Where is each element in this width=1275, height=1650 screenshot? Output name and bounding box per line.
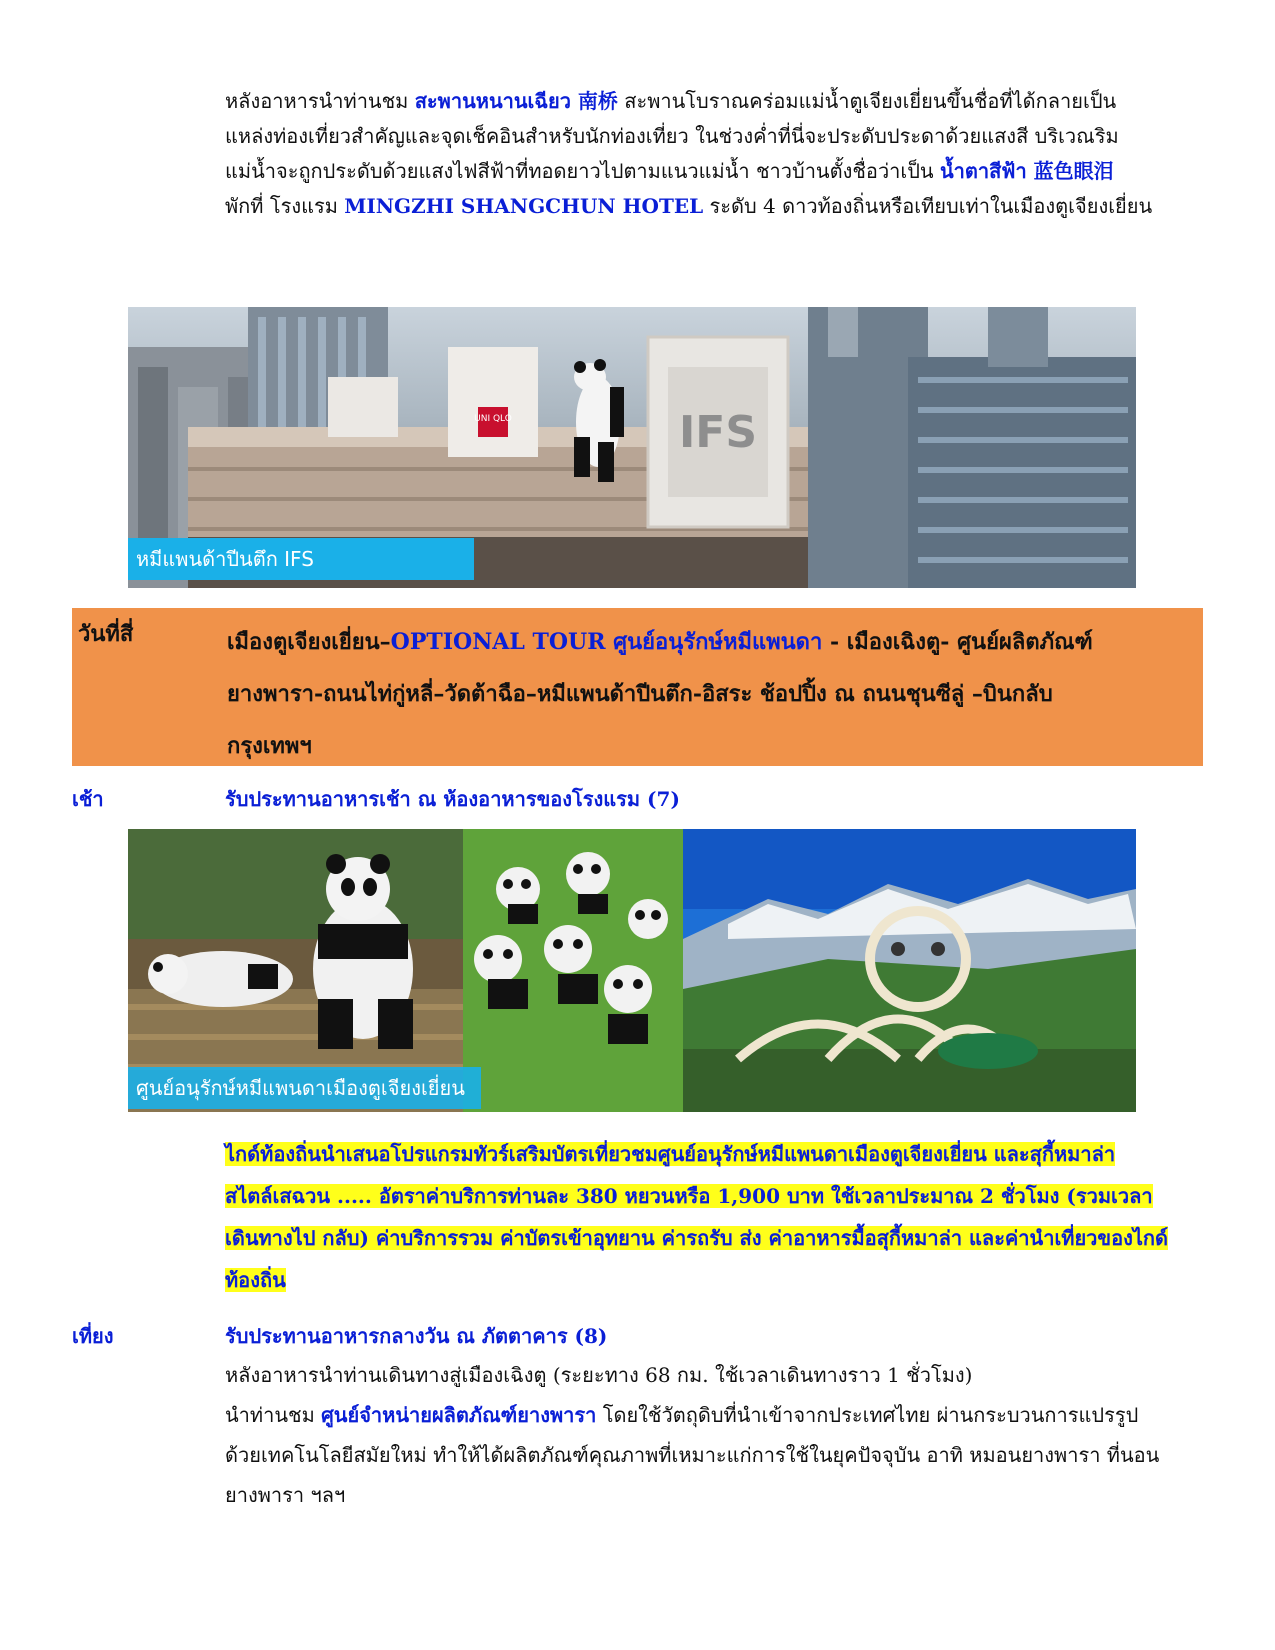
after-line-4: ยางพารา ฯลฯ — [225, 1483, 346, 1507]
day-four-banner — [72, 608, 1203, 766]
optional-tour-paragraph — [225, 1133, 1200, 1301]
intro-line-3: แม่น้ำจะถูกประดับด้วยแสงไฟสีฟ้าที่ทอดยาวไปตามแนวแม่น้ำ ชาวบ้านตั้งชื่อว่าเป็น น้ำตาสีฟ้า 蓝色眼泪 — [225, 159, 1114, 183]
panda-collage-caption: ศูนย์อนุรักษ์หมีแพนดาเมืองตูเจียงเยี่ยน — [128, 1067, 481, 1109]
ifs-sign: IFS — [678, 407, 758, 458]
intro-line-4: พักที่ โรงแรม MINGZHI SHANGCHUN HOTEL ระดับ 4 ดาวท้องถิ่นหรือเทียบเท่าในเมืองตูเจียงเยี่ยน — [225, 194, 1153, 218]
breakfast-text: รับประทานอาหารเช้า ณ ห้องอาหารของโรงแรม (7) — [225, 787, 680, 811]
after-line-1: หลังอาหารนำท่านเดินทางสู่เมืองเฉิงตู (ระยะทาง 68 กม. ใช้เวลาเดินทางราว 1 ชั่วโมง) — [225, 1363, 973, 1387]
optional-tour-highlight: OPTIONAL TOUR ศูนย์อนุรักษ์หมีแพนดา — [390, 629, 823, 655]
day-title-line-2: ยางพารา-ถนนไท่กู่หลี่–วัดต้าฉือ–หมีแพนด้าปีนตึก-อิสระ ช้อปปิ้ง ณ ถนนชุนซีลู่ –บินกลับ — [227, 681, 1053, 707]
blue-tears-highlight: น้ำตาสีฟ้า 蓝色眼泪 — [939, 159, 1114, 183]
uniqlo-sign: UNI QLO — [474, 414, 512, 424]
day-title-line-3: กรุงเทพฯ — [227, 733, 312, 759]
intro-line-2: แหล่งท่องเที่ยวสำคัญและจุดเช็คอินสำหรับนักท่องเที่ยว ในช่วงค่ำที่นี่จะประดับประดาด้วยแสงสี บริเวณริม — [225, 124, 1119, 148]
day-title-line-1: เมืองตูเจียงเยี่ยน–OPTIONAL TOUR ศูนย์อนุรักษ์หมีแพนดา - เมืองเฉิงตู- ศูนย์ผลิตภัณฑ์ — [227, 629, 1093, 655]
lunch-text: รับประทานอาหารกลางวัน ณ ภัตตาคาร (8) — [225, 1324, 608, 1348]
optional-line-3: เดินทางไป กลับ) ค่าบริการรวม ค่าบัตรเข้าอุทยาน ค่ารถรับ ส่ง ค่าอาหารมื้อสุกี้หมาล่า และค่านำเที่ยวของไกด์ — [225, 1226, 1169, 1250]
day-title — [227, 616, 1187, 772]
intro-paragraph — [225, 84, 1200, 224]
hotel-name: MINGZHI SHANGCHUN HOTEL — [344, 194, 704, 218]
ifs-photo-caption: หมีแพนด้าปีนตึก IFS — [128, 538, 474, 580]
day-label: วันที่สี่ — [78, 621, 134, 647]
breakfast-label: เช้า — [72, 787, 104, 811]
after-lunch-paragraph — [225, 1355, 1200, 1515]
optional-line-1: ไกด์ท้องถิ่นนำเสนอโปรแกรมทัวร์เสริมบัตรเที่ยวชมศูนย์อนุรักษ์หมีแพนดาเมืองตูเจียงเยี่ยน และสุกี้หมาล่า — [225, 1142, 1116, 1166]
rubber-product-center: ศูนย์จำหน่ายผลิตภัณฑ์ยางพารา — [321, 1403, 597, 1427]
nanqiao-bridge-link: สะพานหนานเฉียว 南桥 — [414, 89, 618, 113]
optional-line-4: ท้องถิ่น — [225, 1268, 286, 1292]
intro-line-1: หลังอาหารนำท่านชม สะพานหนานเฉียว 南桥 สะพานโบราณคร่อมแม่น้ำตูเจียงเยี่ยนขึ้นชื่อที่ได้กลายเป็น — [225, 89, 1117, 113]
lunch-label: เที่ยง — [72, 1324, 114, 1348]
optional-line-2: สไตล์เสฉวน ..... อัตราค่าบริการท่านละ 380 หยวนหรือ 1,900 บาท ใช้เวลาประมาณ 2 ชั่วโมง (รวมเวลา — [225, 1184, 1153, 1208]
after-line-3: ด้วยเทคโนโลยีสมัยใหม่ ทำให้ได้ผลิตภัณฑ์คุณภาพที่เหมาะแก่การใช้ในยุคปัจจุบัน อาทิ หมอนยางพารา ที่นอน — [225, 1443, 1160, 1467]
ifs-panda-photo — [128, 307, 1136, 588]
after-line-2: นำท่านชม ศูนย์จำหน่ายผลิตภัณฑ์ยางพารา โดยใช้วัตถุดิบที่นำเข้าจากประเทศไทย ผ่านกระบวนการแปรรูป — [225, 1403, 1139, 1427]
panda-base-collage — [128, 829, 1136, 1112]
